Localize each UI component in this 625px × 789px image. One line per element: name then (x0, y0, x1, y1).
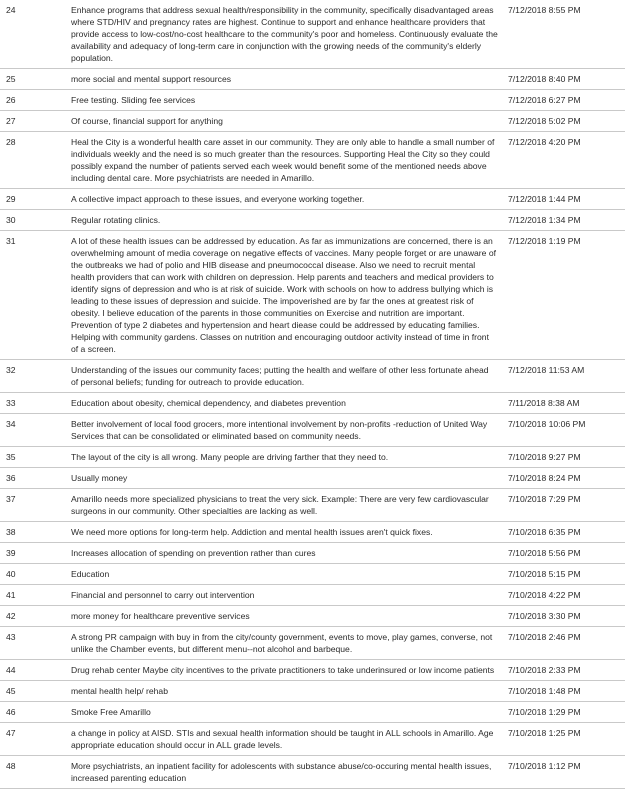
table-row (0, 543, 625, 564)
response-text: Of course, financial support for anything (59, 111, 502, 132)
table-row (0, 564, 625, 585)
table-row (0, 660, 625, 681)
response-text: Increases allocation of spending on prevention rather than cures (59, 543, 502, 564)
response-date: 7/10/2018 9:27 PM (502, 447, 625, 468)
response-date: 7/11/2018 8:38 AM (502, 393, 625, 414)
response-date: 7/10/2018 3:30 PM (502, 606, 625, 627)
table-row (0, 132, 625, 189)
response-date: 7/12/2018 11:53 AM (502, 360, 625, 393)
response-text: Education about obesity, chemical dependency, and diabetes prevention (59, 393, 502, 414)
table-row (0, 585, 625, 606)
response-number: 34 (0, 414, 59, 447)
response-date: 7/10/2018 1:29 PM (502, 702, 625, 723)
table-row (0, 210, 625, 231)
response-number: 26 (0, 90, 59, 111)
response-date: 7/10/2018 8:24 PM (502, 468, 625, 489)
response-text: A strong PR campaign with buy in from the city/county government, events to move, play games, converse, not unlike the Chamber events, but different menu--not alcohol and barbeque. (59, 627, 502, 660)
response-text: A collective impact approach to these issues, and everyone working together. (59, 189, 502, 210)
response-date: 7/12/2018 6:27 PM (502, 90, 625, 111)
response-date: 7/12/2018 4:20 PM (502, 132, 625, 189)
response-number: 29 (0, 189, 59, 210)
response-text: more social and mental support resources (59, 69, 502, 90)
table-row (0, 468, 625, 489)
response-text: A lot of these health issues can be addressed by education. As far as immunizations are concerned, there is an overwhelming amount of media coverage on negative effects of vaccines. Many people forget or are unaware of the outbreaks we had of polio and HIB disease and pneumococcal disease. Also we need to recruit mental health providers that can work with children on depression. Help parents and teachers and medical providers to identify signs of depression and who is at risk of suicide. Work with schools on how to address bullying which is leading to these issues of depression and suicide. The impoverished are by far the ones at greatest risk of obesity. I believe education of the parents in those communities on Exercise and nutrition are important. Prevention of type 2 diabetes and hypertension and heart diease could be addressed by educating families. Helping with community gardens. Classes on nutrition and encouraging outdoor activity instead of time in front of a screen. (59, 231, 502, 360)
response-text: Regular rotating clinics. (59, 210, 502, 231)
table-row (0, 681, 625, 702)
response-number: 25 (0, 69, 59, 90)
table-row (0, 0, 625, 69)
response-date: 7/10/2018 1:12 PM (502, 756, 625, 789)
response-date: 7/12/2018 8:55 PM (502, 0, 625, 69)
response-number: 39 (0, 543, 59, 564)
response-number: 27 (0, 111, 59, 132)
table-row (0, 231, 625, 360)
response-date: 7/10/2018 1:48 PM (502, 681, 625, 702)
table-row (0, 756, 625, 789)
table-row (0, 189, 625, 210)
response-text: We need more options for long-term help. Addiction and mental health issues aren't quick fixes. (59, 522, 502, 543)
response-number: 47 (0, 723, 59, 756)
response-date: 7/10/2018 10:06 PM (502, 414, 625, 447)
table-row (0, 723, 625, 756)
response-number: 28 (0, 132, 59, 189)
response-number: 48 (0, 756, 59, 789)
response-number: 42 (0, 606, 59, 627)
response-text: Smoke Free Amarillo (59, 702, 502, 723)
response-text: a change in policy at AISD. STIs and sexual health information should be taught in ALL schools in Amarillo. Age appropriate education should occur in ALL grade levels. (59, 723, 502, 756)
response-number: 37 (0, 489, 59, 522)
response-date: 7/10/2018 1:25 PM (502, 723, 625, 756)
response-number: 35 (0, 447, 59, 468)
table-row (0, 489, 625, 522)
response-text: Education (59, 564, 502, 585)
response-number: 38 (0, 522, 59, 543)
table-row (0, 393, 625, 414)
response-text: Amarillo needs more specialized physicians to treat the very sick. Example: There are very few cardiovascular surgeons in our community. Other specialties are lacking as well. (59, 489, 502, 522)
response-date: 7/10/2018 4:22 PM (502, 585, 625, 606)
response-date: 7/12/2018 5:02 PM (502, 111, 625, 132)
response-text: Drug rehab center Maybe city incentives to the private practitioners to take underinsured or low income patients (59, 660, 502, 681)
response-text: Understanding of the issues our community faces; putting the health and welfare of other less fortunate ahead of personal beliefs; funding for outreach to provide education. (59, 360, 502, 393)
response-text: Financial and personnel to carry out intervention (59, 585, 502, 606)
response-text: Usually money (59, 468, 502, 489)
table-row (0, 447, 625, 468)
table-row (0, 702, 625, 723)
table-row (0, 414, 625, 447)
table-row (0, 606, 625, 627)
response-date: 7/12/2018 1:34 PM (502, 210, 625, 231)
response-number: 45 (0, 681, 59, 702)
response-date: 7/10/2018 7:29 PM (502, 489, 625, 522)
response-number: 32 (0, 360, 59, 393)
table-row (0, 627, 625, 660)
response-date: 7/10/2018 5:56 PM (502, 543, 625, 564)
table-row (0, 522, 625, 543)
response-number: 46 (0, 702, 59, 723)
response-text: Heal the City is a wonderful health care asset in our community. They are only able to handle a small number of individuals weekly and the need is so much greater than the resources. Supporting Heal the City so they could possibly expand the number of patients served each week would benefit some of the mentioned needs above including dental care. More psychiatrists are needed in Amarillo. (59, 132, 502, 189)
response-number: 30 (0, 210, 59, 231)
response-date: 7/12/2018 1:44 PM (502, 189, 625, 210)
table-row (0, 90, 625, 111)
response-text: More psychiatrists, an inpatient facility for adolescents with substance abuse/co-occuring mental health issues, increased parenting education (59, 756, 502, 789)
response-text: mental health help/ rehab (59, 681, 502, 702)
response-date: 7/10/2018 2:33 PM (502, 660, 625, 681)
response-number: 44 (0, 660, 59, 681)
response-date: 7/10/2018 5:15 PM (502, 564, 625, 585)
response-number: 33 (0, 393, 59, 414)
table-row (0, 69, 625, 90)
response-text: Free testing. Sliding fee services (59, 90, 502, 111)
response-text: Better involvement of local food grocers, more intentional involvement by non-profits -reduction of United Way Services that can be consolidated or eliminated based on community needs. (59, 414, 502, 447)
response-number: 31 (0, 231, 59, 360)
response-number: 40 (0, 564, 59, 585)
response-date: 7/12/2018 8:40 PM (502, 69, 625, 90)
response-text: Enhance programs that address sexual health/responsibility in the community, specifically disadvantaged areas where STD/HIV and pregnancy rates are highest. Continue to support and enhance healthcare providers that provide access to low-cost/no-cost healthcare to the community's poor and homeless. Continuously evaluate the availability and adequacy of long-term care in conjunction with the growing needs of the community's elderly population. (59, 0, 502, 69)
response-number: 43 (0, 627, 59, 660)
table-row (0, 360, 625, 393)
response-number: 36 (0, 468, 59, 489)
response-date: 7/10/2018 2:46 PM (502, 627, 625, 660)
table-row (0, 111, 625, 132)
response-number: 24 (0, 0, 59, 69)
response-number: 41 (0, 585, 59, 606)
response-date: 7/12/2018 1:19 PM (502, 231, 625, 360)
response-date: 7/10/2018 6:35 PM (502, 522, 625, 543)
response-text: more money for healthcare preventive services (59, 606, 502, 627)
response-text: The layout of the city is all wrong. Many people are driving farther that they need to. (59, 447, 502, 468)
